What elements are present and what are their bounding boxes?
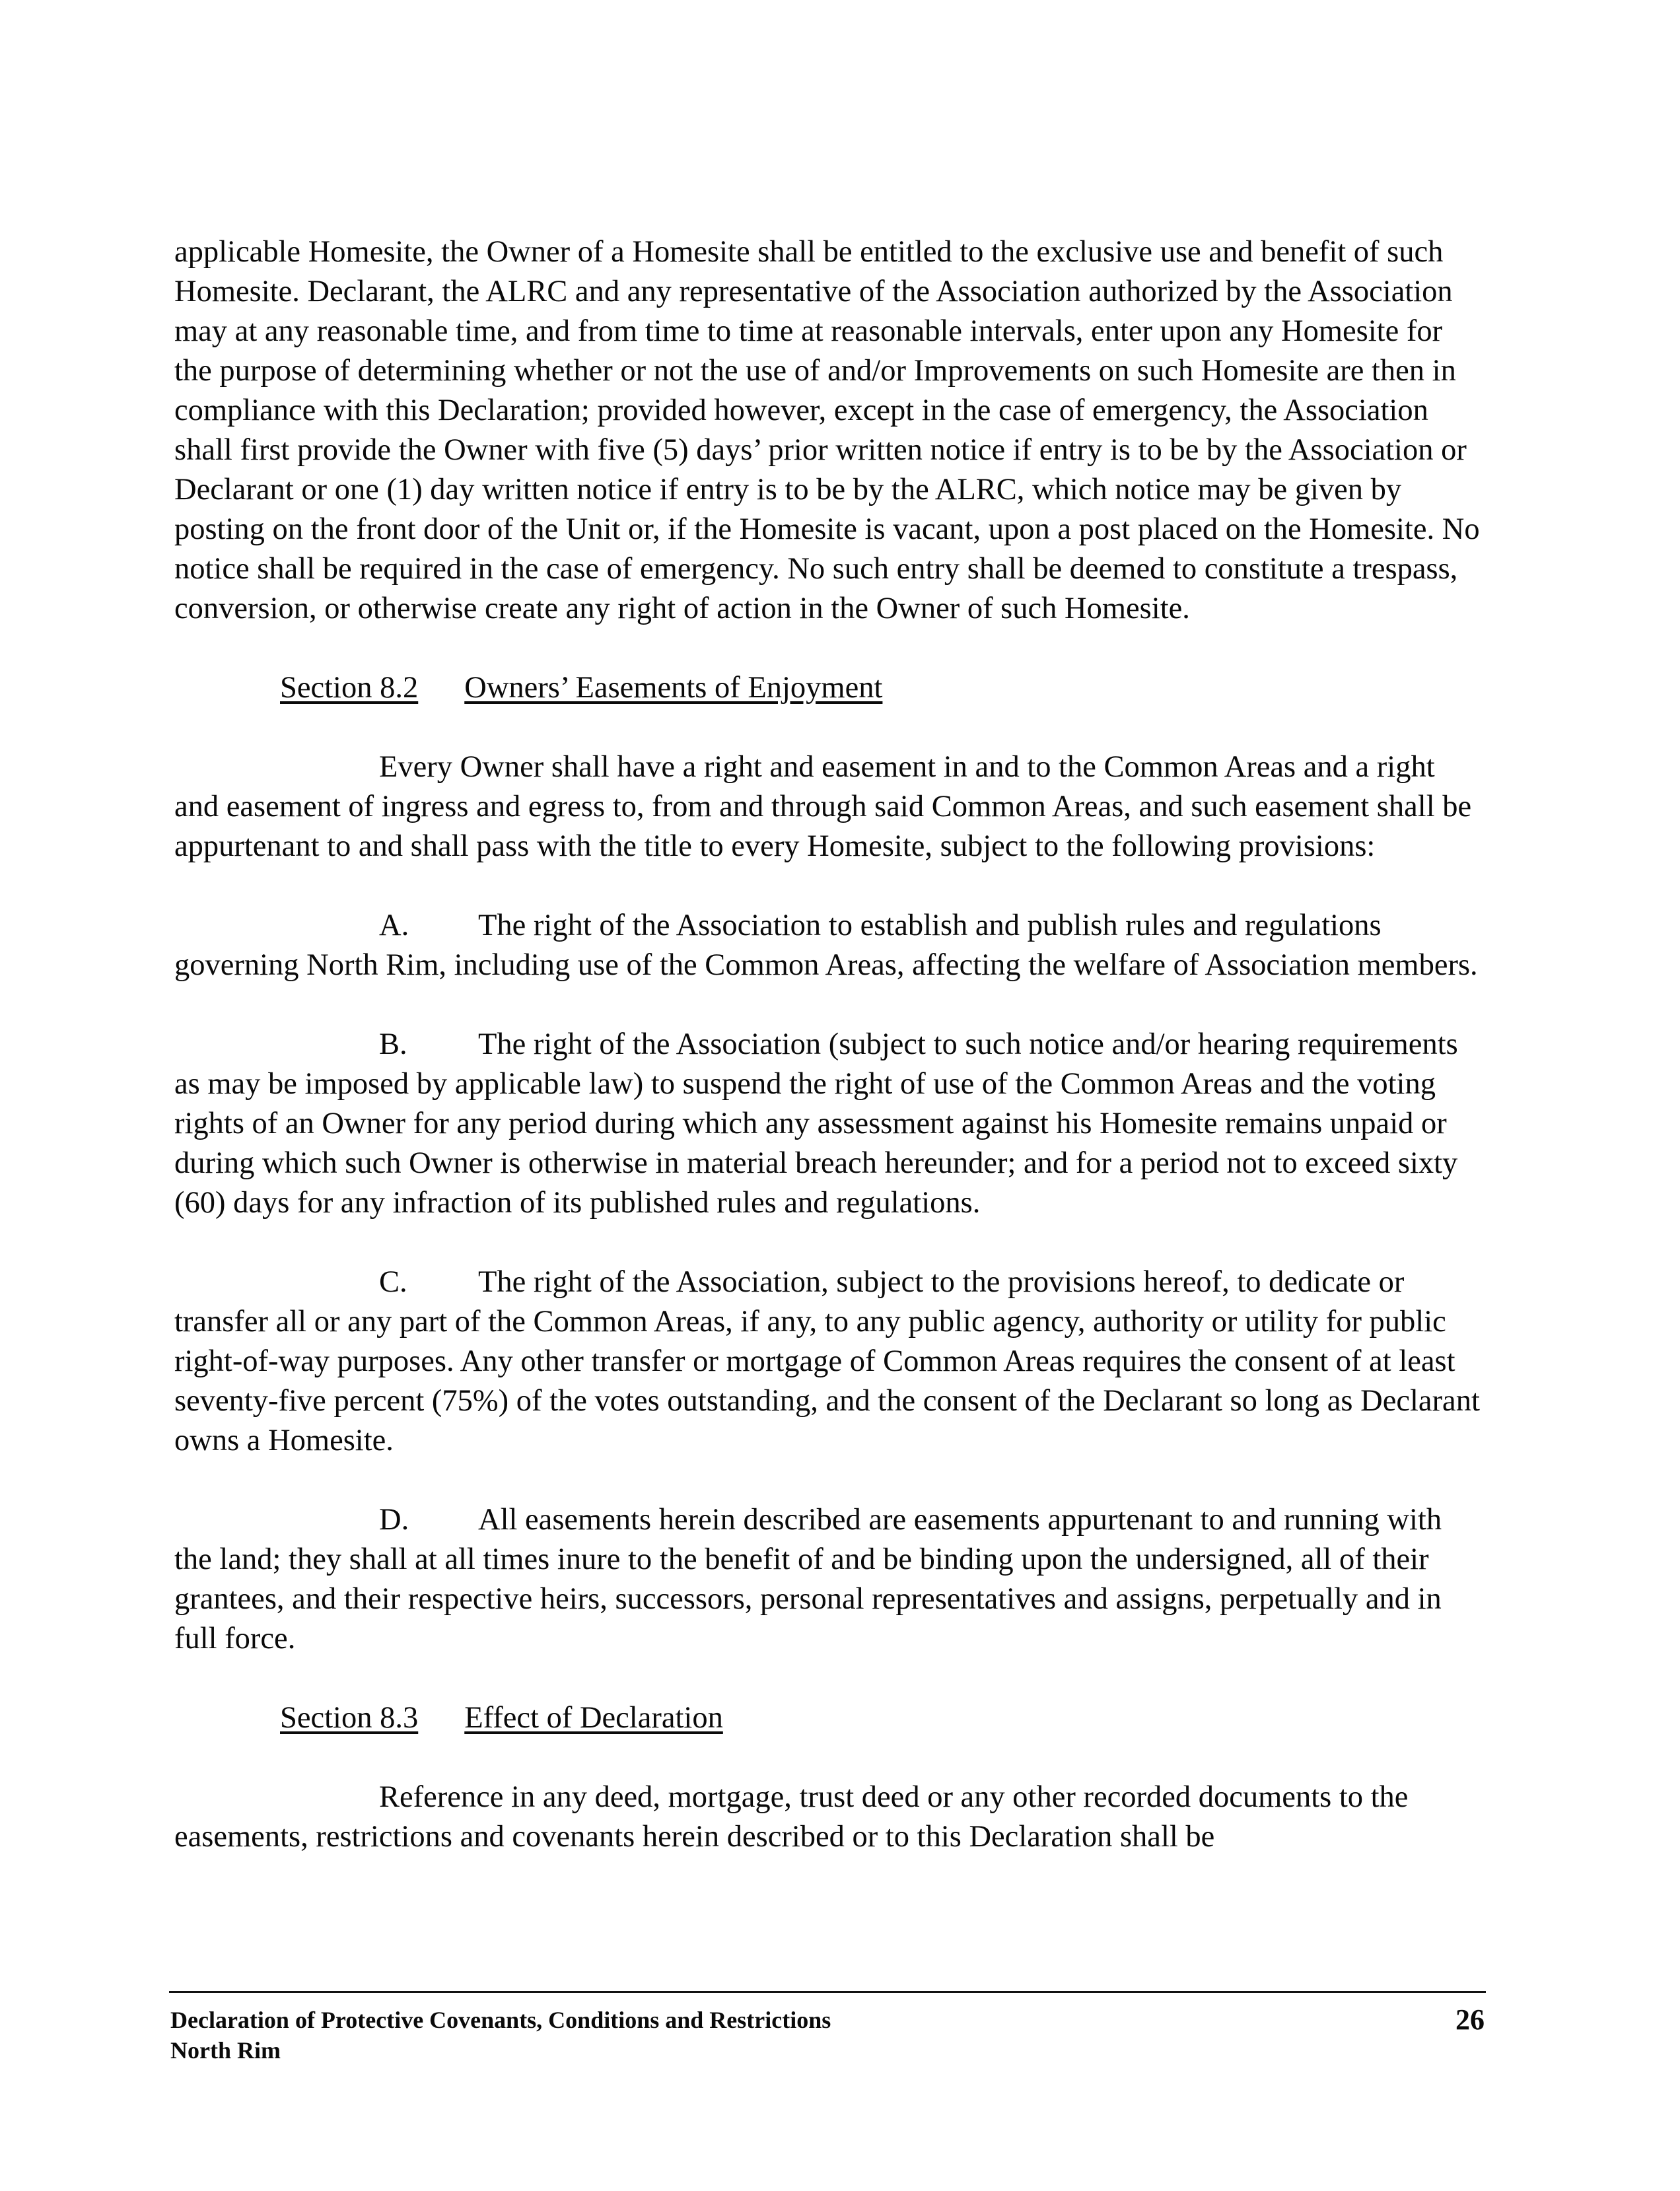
- footer-project-name: North Rim: [170, 2037, 281, 2064]
- provision-letter-b: B.: [379, 1027, 407, 1061]
- section-8-3-number: Section 8.3: [280, 1701, 419, 1735]
- intro-paragraph: applicable Homesite, the Owner of a Homesite shall be entitled to the exclusive use and benefit of such Homesite. Declarant, the ALRC and any representative of the Association authorized by the Association may at any reasonable time, and from time to time at reasonable intervals, enter upon any Homesite for the purpose of determining whether or not the use of and/or Improvements on such Homesite are then in compliance with this Declaration; provided however, except in the case of emergency, the Association shall first provide the Owner with five (5) days’ prior written notice if entry is to be by the Association or Declarant or one (1) day written notice if entry is to be by the ALRC, which notice may be given by posting on the front door of the Unit or, if the Homesite is vacant, upon a post placed on the Homesite. No notice shall be required in the case of emergency. No such entry shall be deemed to constitute a trespass, conversion, or otherwise create any right of action in the Owner of such Homesite.: [174, 235, 1480, 625]
- footer-divider: [169, 1991, 1486, 1993]
- section-8-2-title: Owners’ Easements of Enjoyment: [464, 671, 883, 705]
- section-8-3-text: Reference in any deed, mortgage, trust deed or any other recorded documents to the easements, restrictions and covenants herein described or to this Declaration shall be: [174, 1780, 1409, 1854]
- provision-letter-c: C.: [379, 1265, 407, 1299]
- page-footer: [170, 2005, 1485, 2066]
- provision-letter-d: D.: [379, 1503, 409, 1537]
- section-8-3-title: Effect of Declaration: [464, 1701, 723, 1735]
- section-8-2-intro: Every Owner shall have a right and easement in and to the Common Areas and a right and easement of ingress and egress to, from and through said Common Areas, and such easement shall be appurtenant to and shall pass with the title to every Homesite, subject to the following provisions:: [174, 750, 1472, 863]
- section-8-3-heading: [174, 1698, 1485, 1738]
- provision-letter-a: A.: [379, 909, 409, 942]
- provision-item-a: [174, 906, 1485, 985]
- footer-document-title: Declaration of Protective Covenants, Conditions and Restrictions: [170, 2007, 831, 2033]
- provision-item-d: [174, 1500, 1485, 1659]
- provision-text-d: All easements herein described are easements appurtenant to and running with the land; they shall at all times inure to the benefit of and be binding upon the undersigned, all of their grantees, and their respective heirs, successors, personal representatives and assigns, perpetually and in full force.: [174, 1503, 1442, 1655]
- section-8-2-number: Section 8.2: [280, 671, 419, 705]
- provision-item-b: [174, 1025, 1485, 1223]
- page-number: 26: [1455, 2003, 1485, 2036]
- provision-text-a: The right of the Association to establish and publish rules and regulations governing North Rim, including use of the Common Areas, affecting the welfare of Association members.: [174, 909, 1478, 982]
- provision-text-c: The right of the Association, subject to the provisions hereof, to dedicate or transfer all or any part of the Common Areas, if any, to any public agency, authority or utility for public right-of-way purposes. Any other transfer or mortgage of Common Areas requires the consent of at least seventy-five percent (75%) of the votes outstanding, and the consent of the Declarant so long as Declarant owns a Homesite.: [174, 1265, 1480, 1457]
- document-body: [174, 232, 1485, 1857]
- provision-item-c: [174, 1263, 1485, 1461]
- provision-text-b: The right of the Association (subject to such notice and/or hearing requirements as may be imposed by applicable law) to suspend the right of use of the Common Areas and the voting rights of an Owner for any period during which any assessment against his Homesite remains unpaid or during which such Owner is otherwise in material breach hereunder; and for a period not to exceed sixty (60) days for any infraction of its published rules and regulations.: [174, 1027, 1458, 1220]
- section-8-2-heading: [174, 668, 1485, 708]
